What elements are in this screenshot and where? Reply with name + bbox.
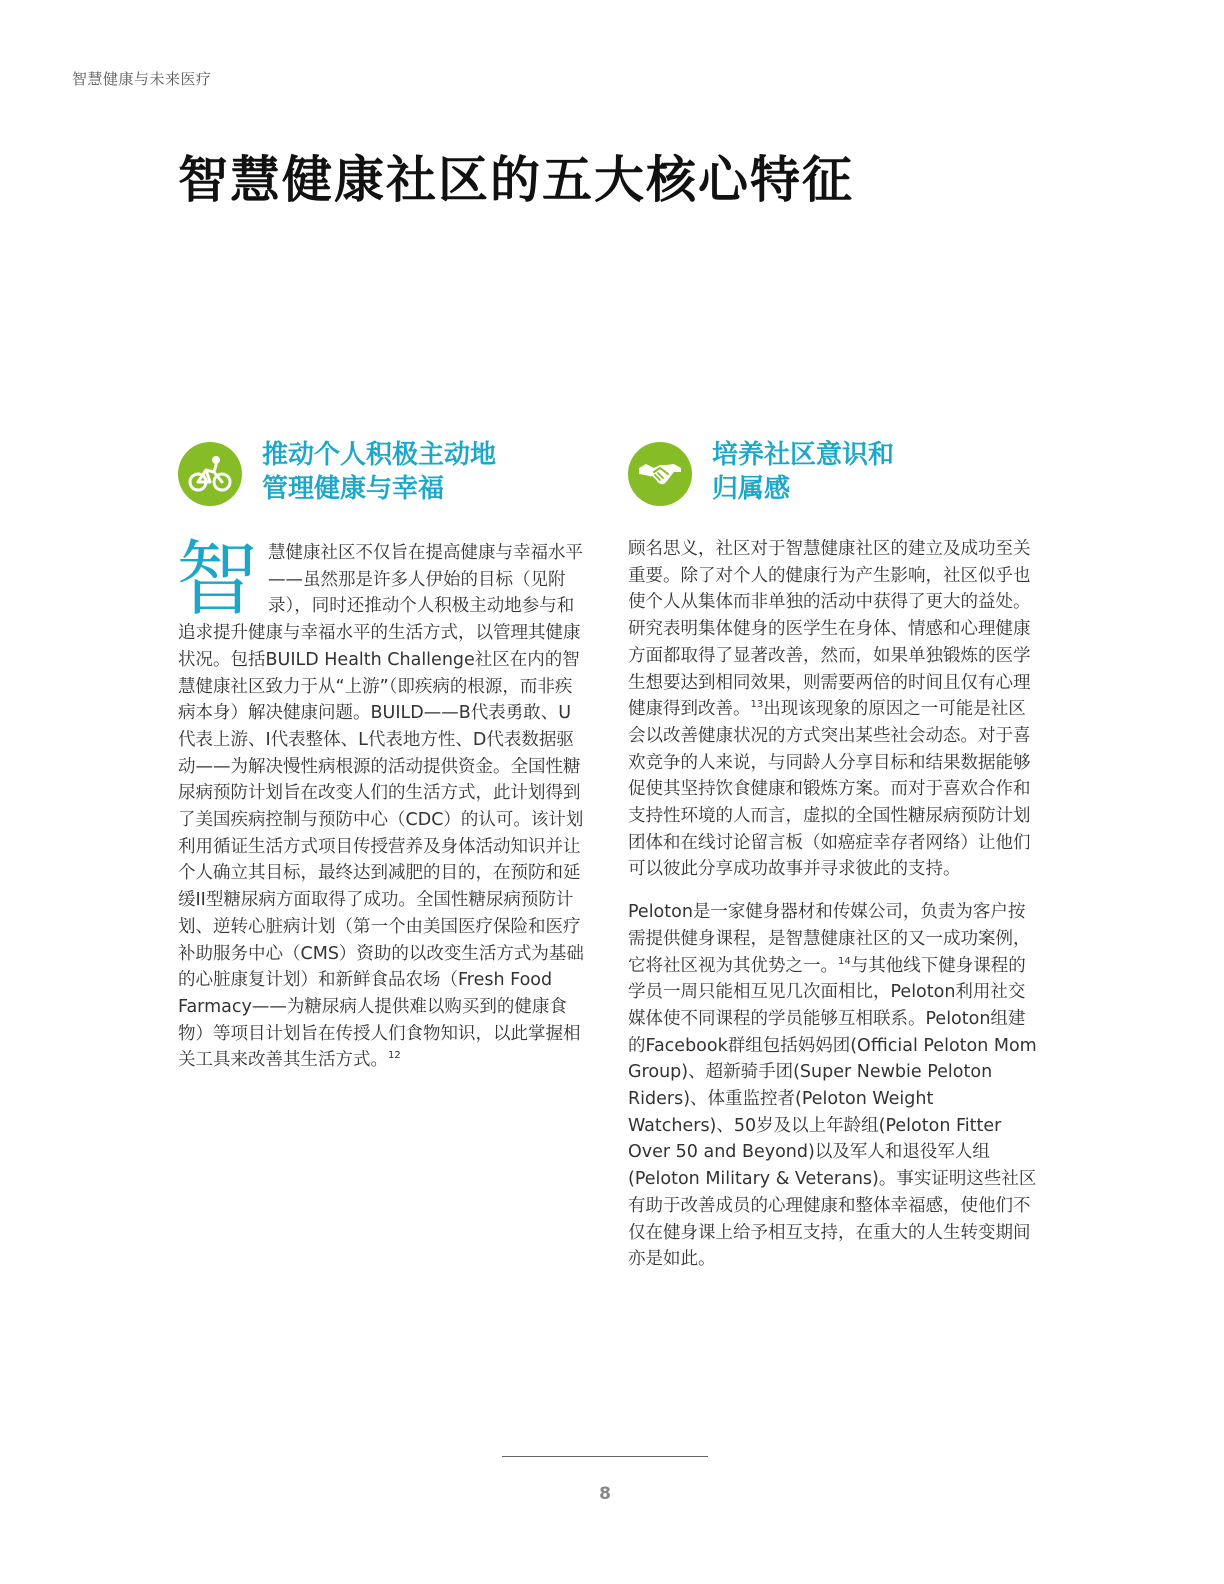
footnote-ref-12: 12	[388, 1050, 401, 1062]
right-column-heading	[712, 438, 894, 506]
handshake-icon	[628, 442, 692, 506]
left-column-body	[176, 532, 588, 1074]
right-paragraph-2	[628, 899, 1038, 1273]
right-column-header	[628, 438, 1038, 528]
right-heading-line2: 归属感	[712, 474, 791, 504]
left-body-text: 慧健康社区不仅旨在提高健康与幸福水平——虽然那是许多人伊始的目标（见附录），同时还推动个人积极主动地参与和追求提升健康与幸福水平的生活方式，以管理其健康状况。包括BUILD Health Challenge社区在内的智慧健康社区致力于从“上游”（即疾病的根源，而非疾病本身）解决健康问题。BUILD——B代表勇敢、U代表上游、I代表整体、L代表地方性、D代表数据驱动——为解决慢性病根源的活动提供资金。全国性糖尿病预防计划旨在改变人们的生活方式，此计划得到了美国疾病控制与预防中心（CDC）的认可。该计划利用循证生活方式项目传授营养及身体活动知识并让个人确立其目标，最终达到减肥的目的，在预防和延缓II型糖尿病方面取得了成功。全国性糖尿病预防计划、逆转心脏病计划（第一个由美国医疗保险和医疗补助服务中心（CMS）资助的以改变生活方式为基础的心脏康复计划）和新鲜食品农场（Fresh Food Farmacy——为糖尿病人提供难以购买到的健康食物）等项目计划旨在传授人们食物知识，以此掌握相关工具来改善其生活方式。	[178, 543, 584, 1071]
footnote-ref-14: 14	[838, 955, 851, 967]
left-column	[178, 438, 588, 1074]
page-number: 8	[599, 1484, 611, 1504]
bicycle-icon	[178, 442, 242, 506]
drop-cap: 智	[176, 532, 259, 627]
left-column-heading	[262, 438, 496, 506]
right-heading-line1: 培养社区意识和	[712, 440, 895, 470]
right-column	[628, 438, 1038, 1273]
right-para2-part-a: Peloton是一家健身器材和传媒公司，负责为客户按需提供健身课程，是智慧健康社区的又一成功案例，它将社区视为其优势之一。	[628, 902, 1031, 976]
left-heading-line1: 推动个人积极主动地	[262, 440, 497, 470]
left-column-header	[178, 438, 588, 528]
footer-divider	[502, 1456, 708, 1457]
right-para1-part-b: 出现该现象的原因之一可能是社区会以改善健康状况的方式突出某些社会动态。对于喜欢竞争的人来说，与同龄人分享目标和结果数据能够促使其坚持饮食健康和锻炼方案。而对于喜欢合作和支持性环境的人而言，虚拟的全国性糖尿病预防计划团体和在线讨论留言板（如癌症幸存者网络）让他们可以彼此分享成功故事并寻求彼此的支持。	[628, 699, 1031, 880]
right-paragraph-1	[628, 536, 1038, 883]
running-header: 智慧健康与未来医疗	[72, 70, 212, 88]
page-title: 智慧健康社区的五大核心特征	[178, 151, 854, 209]
right-para1-part-a: 顾名思义，社区对于智慧健康社区的建立及成功至关重要。除了对个人的健康行为产生影响，社区似乎也使个人从集体而非单独的活动中获得了更大的益处。研究表明集体健身的医学生在身体、情感和心理健康方面都取得了显著改善，然而，如果单独锻炼的医学生想要达到相同效果，则需要两倍的时间且仅有心理健康得到改善。	[628, 539, 1031, 720]
footnote-ref-13: 13	[750, 699, 764, 711]
left-heading-line2: 管理健康与幸福	[262, 474, 445, 504]
right-para2-part-b: 与其他线下健身课程的学员一周只能相互见几次面相比，Peloton利用社交媒体使不同课程的学员能够互相联系。Peloton组建的Facebook群组包括妈妈团(Official Peloton Mom Group)、超新骑手团(Super Newbie Peloton Riders)、体重监控者(Peloton Weight Watchers)、50岁及以上年龄组(Peloton Fitter Over 50 and Beyond)以及军人和退役军人组(Peloton Military & Veterans)。事实证明这些社区有助于改善成员的心理健康和整体幸福感，使他们不仅在健身课上给予相互支持，在重大的人生转变期间亦是如此。	[628, 955, 1037, 1270]
